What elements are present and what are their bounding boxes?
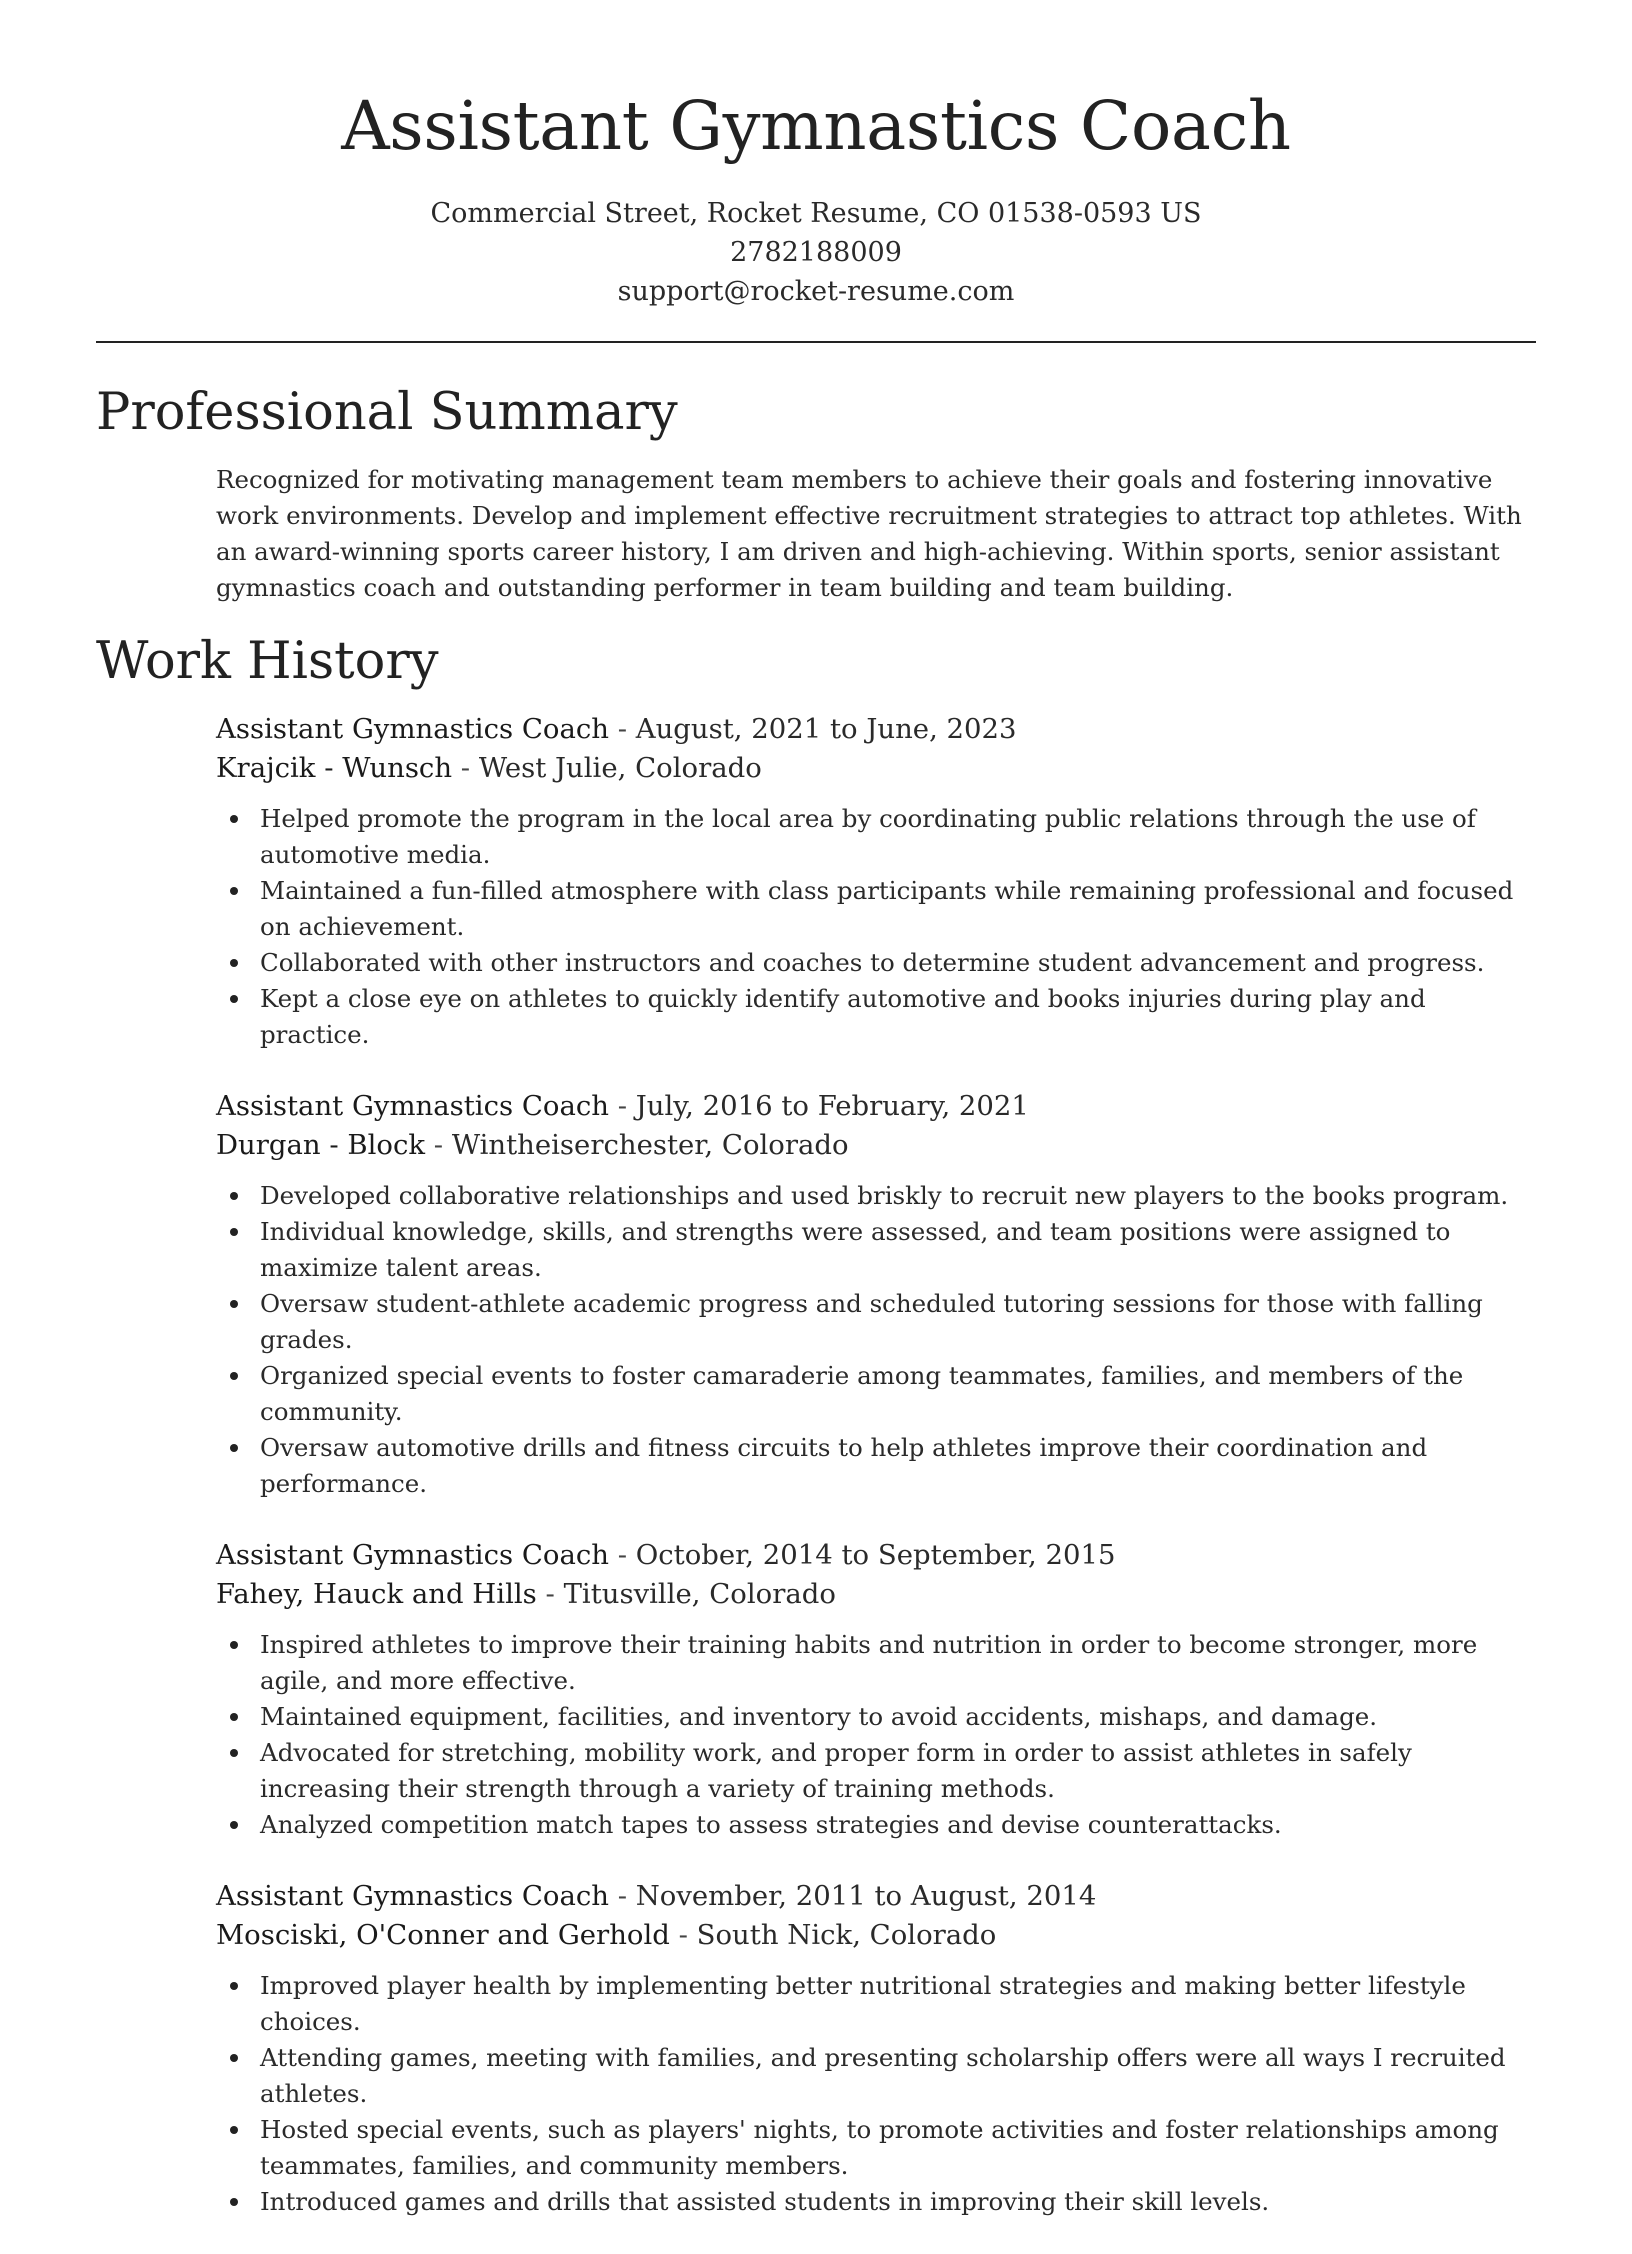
job-company-line <box>216 1126 1546 1165</box>
job-company-line <box>216 1916 1546 1955</box>
bullet-item <box>260 873 1546 945</box>
bullet-text: Improved player health by implementing better nutritional strategies and making better lifestyle choices. <box>260 1971 1466 2036</box>
bullet-dot-icon <box>230 887 238 895</box>
job-location: South Nick, Colorado <box>696 1919 997 1951</box>
bullet-dot-icon <box>230 1641 238 1649</box>
bullet-text: Kept a close eye on athletes to quickly identify automotive and books injuries during play and practice. <box>260 984 1426 1049</box>
job-location: West Julie, Colorado <box>478 752 762 784</box>
bullet-text: Oversaw student-athlete academic progress and scheduled tutoring sessions for those with falling grades. <box>260 1289 1483 1354</box>
job-bullets <box>216 801 1546 1053</box>
job-entry <box>216 1536 1546 1843</box>
separator: - <box>669 1919 697 1951</box>
separator: - <box>425 1129 452 1161</box>
section-title-professional-summary: Professional Summary <box>96 383 678 442</box>
bullet-text: Organized special events to foster camaraderie among teammates, families, and members of the community. <box>260 1361 1464 1426</box>
bullet-item <box>260 1214 1546 1286</box>
bullet-dot-icon <box>230 1192 238 1200</box>
job-entry <box>216 1877 1546 2220</box>
job-dates: November, 2011 to August, 2014 <box>635 1880 1097 1912</box>
job-dates: August, 2021 to June, 2023 <box>635 713 1017 745</box>
resume-header <box>0 0 1632 311</box>
bullet-dot-icon <box>230 815 238 823</box>
separator: - <box>608 713 636 745</box>
bullet-item <box>260 981 1546 1053</box>
header-divider <box>96 341 1536 343</box>
job-entry <box>216 1087 1546 1502</box>
contact-info <box>0 194 1632 311</box>
bullet-text: Hosted special events, such as players' nights, to promote activities and foster relationships among teammates, families, and community members. <box>260 2115 1499 2180</box>
bullet-text: Oversaw automotive drills and fitness circuits to help athletes improve their coordination and performance. <box>260 1433 1428 1498</box>
bullet-item <box>260 1358 1546 1430</box>
company-name: Durgan - Block <box>216 1129 426 1161</box>
job-title-line <box>216 1536 1546 1575</box>
company-name: Mosciski, O'Conner and Gerhold <box>216 1919 670 1951</box>
job-company-line <box>216 1575 1546 1614</box>
job-location: Wintheiserchester, Colorado <box>451 1129 849 1161</box>
bullet-dot-icon <box>230 1821 238 1829</box>
phone: 2782188009 <box>730 237 902 268</box>
job-entry <box>216 710 1546 1053</box>
bullet-text: Helped promote the program in the local area by coordinating public relations through the use of automotive media. <box>260 804 1476 869</box>
bullet-item <box>260 2112 1546 2184</box>
separator: - <box>452 752 479 784</box>
bullet-item <box>260 945 1546 981</box>
bullet-text: Maintained a fun-filled atmosphere with class participants while remaining professional and focused on achievement. <box>260 876 1514 941</box>
job-title-line <box>216 1877 1546 1916</box>
bullet-item <box>260 1807 1546 1843</box>
bullet-text: Inspired athletes to improve their training habits and nutrition in order to become stronger, more agile, and more effective. <box>260 1630 1478 1695</box>
bullet-item <box>260 1699 1546 1735</box>
bullet-item <box>260 1627 1546 1699</box>
bullet-dot-icon <box>230 995 238 1003</box>
bullet-dot-icon <box>230 1300 238 1308</box>
bullet-item <box>260 1178 1546 1214</box>
bullet-dot-icon <box>230 959 238 967</box>
job-title: Assistant Gymnastics Coach <box>216 1090 609 1122</box>
bullet-dot-icon <box>230 1749 238 1757</box>
address: Commercial Street, Rocket Resume, CO 01538-0593 US <box>430 198 1202 229</box>
bullet-text: Attending games, meeting with families, and presenting scholarship offers were all ways I recruited athletes. <box>260 2043 1506 2108</box>
bullet-item <box>260 1430 1546 1502</box>
bullet-dot-icon <box>230 1372 238 1380</box>
separator: - <box>536 1578 564 1610</box>
bullet-dot-icon <box>230 1444 238 1452</box>
bullet-dot-icon <box>230 2198 238 2206</box>
job-title: Assistant Gymnastics Coach <box>216 713 609 745</box>
company-name: Krajcik - Wunsch <box>216 752 453 784</box>
separator: - <box>608 1090 636 1122</box>
summary-text: Recognized for motivating management team members to achieve their goals and fostering innovative work environments. Develop and implement effective recruitment strategies to attract top athletes. With an award-winning sports career history, I am driven and high-achieving. Within sports, senior assistant gymnastics coach and outstanding performer in team building and team building. <box>216 465 1522 602</box>
bullet-dot-icon <box>230 2054 238 2062</box>
bullet-item <box>260 2184 1546 2220</box>
bullet-text: Individual knowledge, skills, and strengths were assessed, and team positions were assigned to maximize talent areas. <box>260 1217 1451 1282</box>
job-title: Assistant Gymnastics Coach <box>216 1539 609 1571</box>
job-company-line <box>216 749 1546 788</box>
job-title-line <box>216 1087 1546 1126</box>
bullet-item <box>260 1735 1546 1807</box>
bullet-item <box>260 801 1546 873</box>
job-title-line <box>216 710 1546 749</box>
bullet-text: Maintained equipment, facilities, and inventory to avoid accidents, mishaps, and damage. <box>260 1702 1378 1731</box>
job-title: Assistant Gymnastics Coach <box>216 1880 609 1912</box>
job-bullets <box>216 1968 1546 2220</box>
bullet-item <box>260 1968 1546 2040</box>
section-title-work-history: Work History <box>96 632 439 691</box>
job-bullets <box>216 1627 1546 1843</box>
bullet-text: Advocated for stretching, mobility work, and proper form in order to assist athletes in safely increasing their strength through a variety of training methods. <box>260 1738 1412 1803</box>
bullet-dot-icon <box>230 2126 238 2134</box>
bullet-dot-icon <box>230 1982 238 1990</box>
candidate-name: Assistant Gymnastics Coach <box>341 87 1291 165</box>
bullet-item <box>260 1286 1546 1358</box>
separator: - <box>608 1880 636 1912</box>
separator: - <box>608 1539 636 1571</box>
bullet-text: Introduced games and drills that assisted students in improving their skill levels. <box>260 2187 1270 2216</box>
email: support@rocket-resume.com <box>617 276 1015 307</box>
company-name: Fahey, Hauck and Hills <box>216 1578 537 1610</box>
bullet-item <box>260 2040 1546 2112</box>
job-dates: July, 2016 to February, 2021 <box>635 1090 1029 1122</box>
bullet-text: Collaborated with other instructors and coaches to determine student advancement and progress. <box>260 948 1485 977</box>
bullet-dot-icon <box>230 1713 238 1721</box>
job-bullets <box>216 1178 1546 1502</box>
bullet-text: Developed collaborative relationships and used briskly to recruit new players to the books program. <box>260 1181 1509 1210</box>
work-history-list <box>216 710 1546 2254</box>
job-location: Titusville, Colorado <box>563 1578 836 1610</box>
job-dates: October, 2014 to September, 2015 <box>635 1539 1116 1571</box>
bullet-text: Analyzed competition match tapes to assess strategies and devise counterattacks. <box>260 1810 1282 1839</box>
bullet-dot-icon <box>230 1228 238 1236</box>
